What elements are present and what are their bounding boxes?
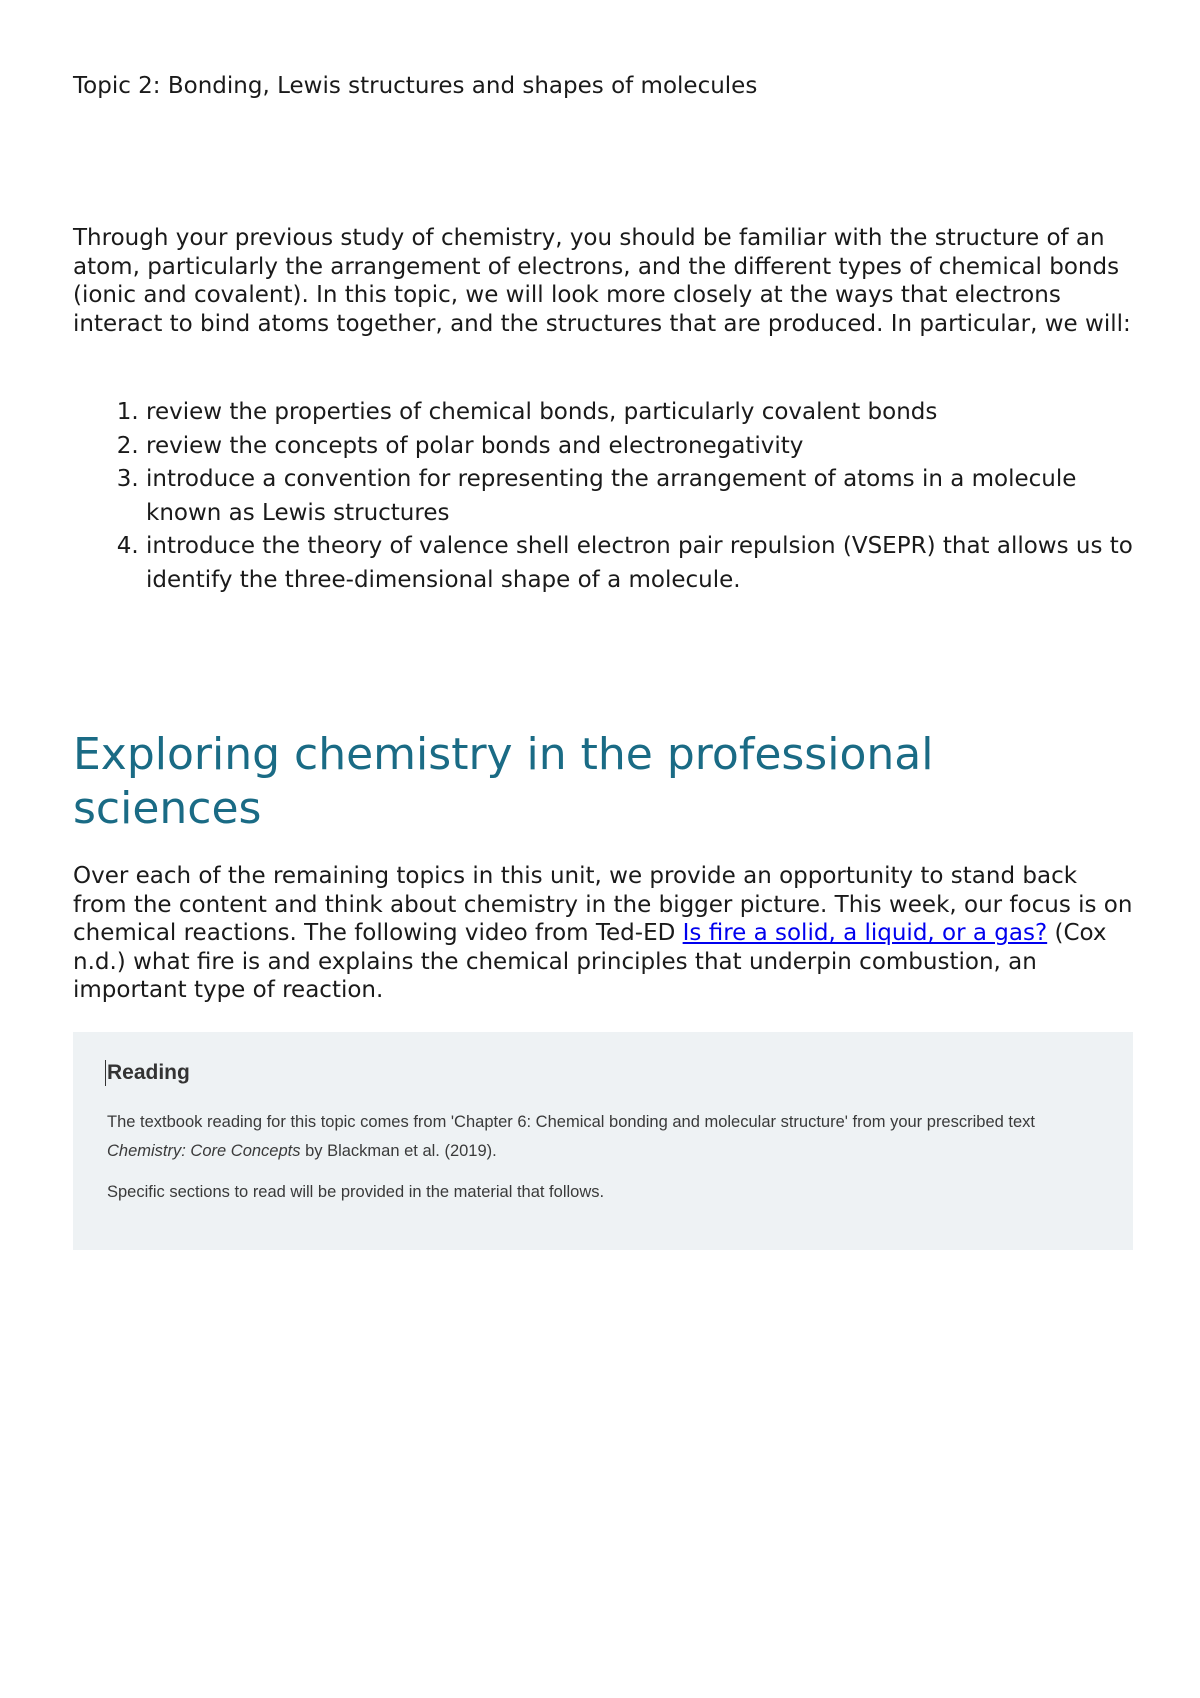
section-heading: Exploring chemistry in the professional sciences xyxy=(73,729,934,834)
topic-title: Topic 2: Bonding, Lewis structures and shapes of molecules xyxy=(73,73,758,99)
reading-callout xyxy=(73,1032,1133,1250)
objective-item: 1. review the properties of chemical bonds, particularly covalent bonds xyxy=(146,396,1133,430)
reading-text-start: The textbook reading for this topic comes from 'Chapter 6: Chemical bonding and molecular structure' from your prescribed text xyxy=(107,1113,1035,1131)
video-link[interactable]: Is fire a solid, a liquid, or a gas? xyxy=(682,920,1048,947)
section-body-text-end: (Cox n.d.) what fire is and explains the chemical principles that underpin combustion, an important type of reaction. xyxy=(73,920,1107,1004)
objective-item: 2. review the concepts of polar bonds and electronegativity xyxy=(146,430,1133,464)
book-title: Chemistry: Core Concepts xyxy=(107,1142,301,1160)
reading-description xyxy=(107,1108,1099,1166)
section-body-text: Over each of the remaining topics in this unit, we provide an opportunity to stand back from the content and think about chemistry in the bigger picture. This week, our focus is on chemical reactions. The following video from Ted-ED xyxy=(73,863,1133,947)
objectives-list xyxy=(73,396,1133,597)
reading-text-end: by Blackman et al. (2019). xyxy=(300,1142,497,1160)
section-body xyxy=(73,862,1133,1005)
objective-item: 4. introduce the theory of valence shell electron pair repulsion (VSEPR) that allows us to identify the three-dimensional shape of a molecule. xyxy=(146,530,1133,597)
intro-paragraph: Through your previous study of chemistry, you should be familiar with the structure of an atom, particularly the arrangement of electrons, and the different types of chemical bonds (ionic and covalent). In this topic, we will look more closely at the ways that electrons interact to bind atoms together, and the structures that are produced. In particular, we will: xyxy=(73,225,1131,337)
reading-note: Specific sections to read will be provided in the material that follows. xyxy=(107,1183,605,1201)
reading-title: Reading xyxy=(105,1060,1099,1086)
objective-item: 3. introduce a convention for representing the arrangement of atoms in a molecule known as Lewis structures xyxy=(146,463,1133,530)
